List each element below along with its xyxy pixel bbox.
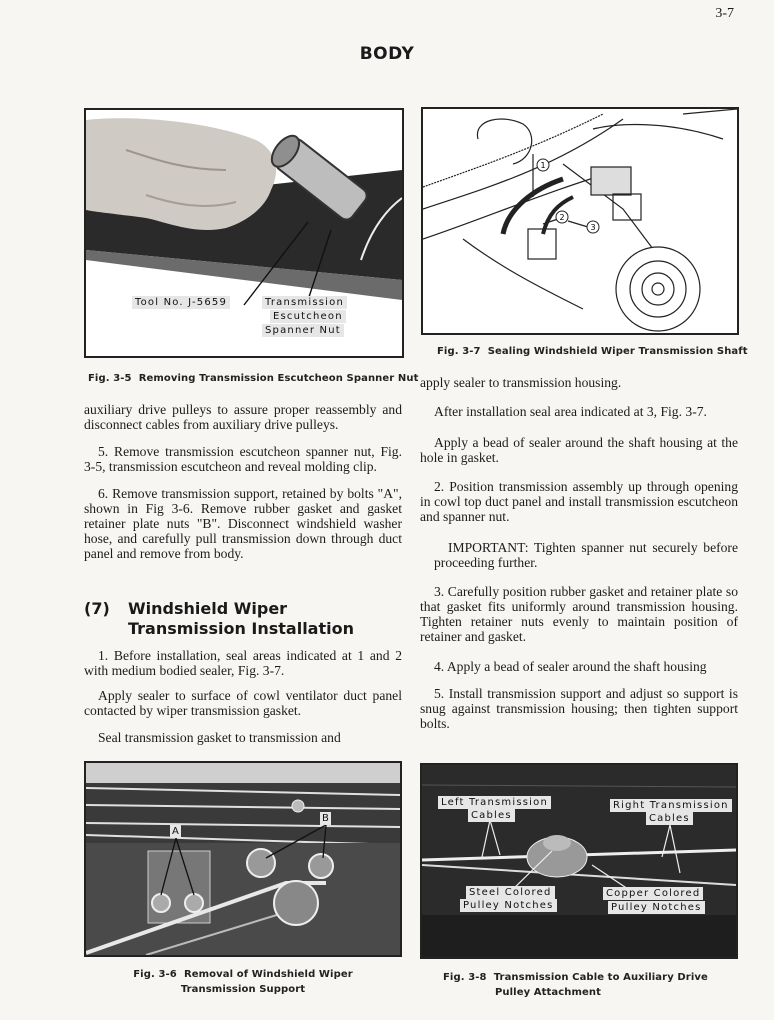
label-nuts-b: B	[322, 813, 329, 824]
callout-1: 1	[540, 161, 546, 170]
section-number: (7)	[84, 599, 110, 618]
label-steel-notches-line1: Steel Colored	[466, 886, 555, 899]
paragraph: 4. Apply a bead of sealer around the shaft housing	[434, 659, 707, 674]
left-column-bottom	[84, 648, 402, 757]
page-number: 3-7	[715, 6, 734, 21]
left-column-top	[84, 402, 402, 573]
paragraph: After installation seal area indicated at 3, Fig. 3-7.	[434, 404, 707, 419]
figure-3-7-caption: Fig. 3-7 Sealing Windshield Wiper Transmission Shaft	[437, 346, 748, 357]
paragraph: IMPORTANT: Tighten spanner nut securely before proceeding further.	[434, 540, 738, 570]
label-copper-notches-line2: Pulley Notches	[608, 901, 705, 914]
figure-3-6-caption-line2: Transmission Support	[180, 984, 306, 995]
paragraph: 5. Install transmission support and adjust so support is snug against transmission housing; then tighten support bolts.	[420, 686, 738, 731]
label-steel-notches-line2: Pulley Notches	[460, 899, 557, 912]
label-copper-notches-line1: Copper Colored	[603, 887, 703, 900]
figure-3-8-caption-line2: Pulley Attachment	[495, 987, 601, 998]
paragraph: Apply sealer to surface of cowl ventilator duct panel contacted by wiper transmission gasket.	[84, 688, 402, 718]
label-spanner-nut-line2: Escutcheon	[270, 310, 346, 323]
figure-3-8-photo	[420, 763, 738, 959]
figure-3-5-caption: Fig. 3-5 Removing Transmission Escutcheon Spanner Nut	[88, 373, 419, 384]
paragraph: 5. Remove transmission escutcheon spanner nut, Fig. 3-5, transmission escutcheon and reveal molding clip.	[84, 444, 402, 474]
label-spanner-nut-line1: Transmission	[262, 296, 347, 309]
figure-3-5-photo	[84, 108, 404, 358]
figure-3-8-caption-line1: Fig. 3-8 Transmission Cable to Auxiliary Drive	[443, 972, 708, 983]
paragraph: Seal transmission gasket to transmission and	[98, 730, 341, 745]
paragraph: auxiliary drive pulleys to assure proper reassembly and disconnect cables from auxiliary drive pulleys.	[84, 402, 402, 432]
section-title-line2: Transmission Installation	[128, 619, 354, 638]
section-header: BODY	[359, 44, 415, 64]
section-title-line1: Windshield Wiper	[128, 599, 288, 618]
figure-3-5-illustration	[86, 110, 402, 356]
paragraph: Apply a bead of sealer around the shaft housing at the hole in gasket.	[420, 435, 738, 465]
label-right-cables-line2: Cables	[646, 812, 693, 825]
label-left-cables-line1: Left Transmission	[438, 796, 551, 809]
figure-3-6-photo	[84, 761, 402, 957]
label-right-cables-line1: Right Transmission	[610, 799, 732, 812]
callout-3: 3	[590, 223, 596, 232]
label-bolts-a: A	[172, 826, 179, 837]
figure-3-7-illustration	[423, 109, 737, 333]
label-left-cables-line2: Cables	[468, 809, 515, 822]
figure-3-6-caption-line1: Fig. 3-6 Removal of Windshield Wiper	[133, 969, 353, 980]
paragraph: 3. Carefully position rubber gasket and retainer plate so that gasket fits uniformly around transmission housing. Tighten retainer nuts evenly to maintain position of retainer and gasket.	[420, 584, 738, 644]
paragraph: 1. Before installation, seal areas indicated at 1 and 2 with medium bodied sealer, Fig. 3-7.	[84, 648, 402, 678]
callout-2: 2	[559, 213, 565, 222]
label-spanner-nut-line3: Spanner Nut	[262, 324, 344, 337]
figure-3-7-drawing	[421, 107, 739, 335]
figure-3-8-illustration	[422, 765, 736, 957]
paragraph: apply sealer to transmission housing.	[420, 375, 622, 390]
right-column	[420, 375, 738, 743]
paragraph: 6. Remove transmission support, retained by bolts "A", shown in Fig 3-6. Remove rubber gasket and gasket retainer plate nuts "B". Disconnect windshield washer hose, and carefully pull transmission down through duct panel and remove from body.	[84, 486, 402, 561]
label-tool-number: Tool No. J-5659	[132, 296, 230, 309]
paragraph: 2. Position transmission assembly up through opening in cowl top duct panel and install transmission escutcheon and spanner nut.	[420, 479, 738, 524]
figure-3-6-illustration	[86, 763, 400, 955]
